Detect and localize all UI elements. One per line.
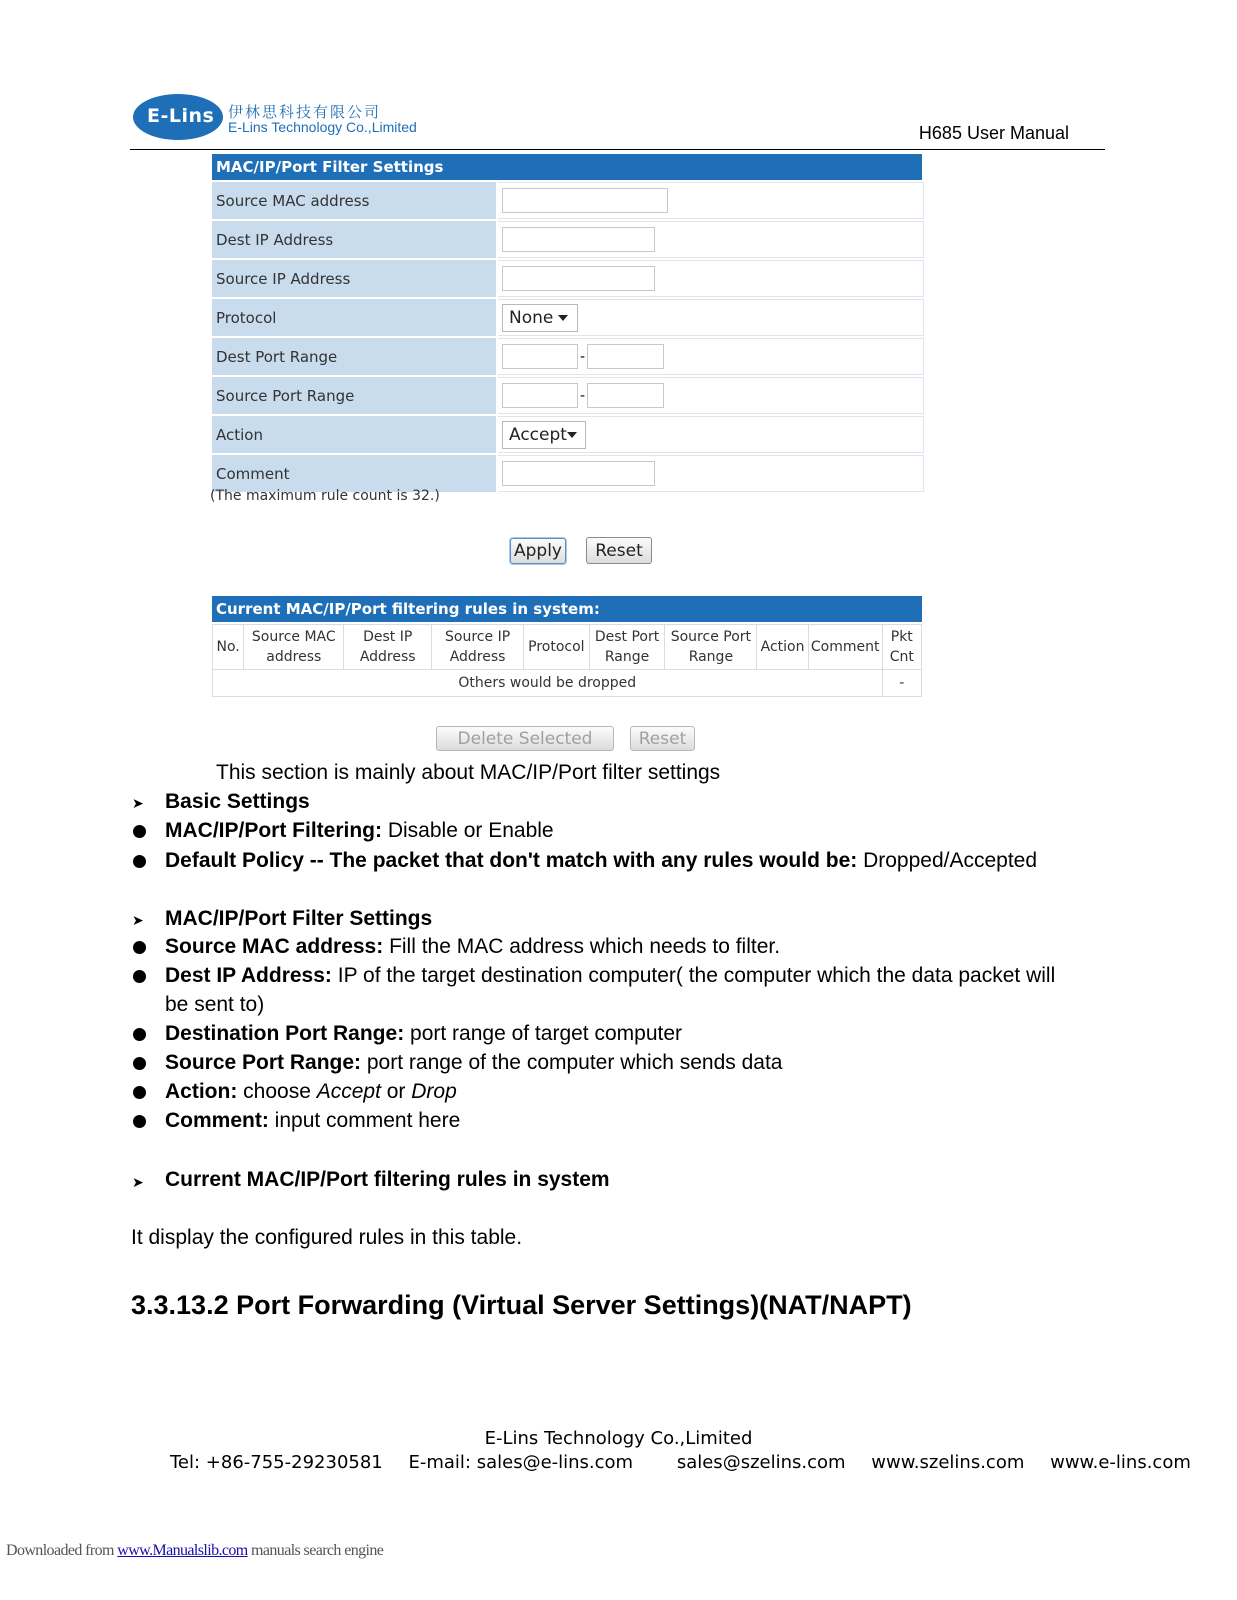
label-source-ip: Source IP Address — [212, 260, 498, 297]
rules-description: It display the configured rules in this table. — [131, 1226, 523, 1249]
header-divider — [130, 149, 1105, 150]
company-name-en: E-Lins Technology Co.,Limited — [228, 119, 417, 135]
source-mac-input[interactable] — [502, 188, 668, 213]
action-value: Accept — [509, 424, 567, 445]
list-item: MAC/IP/Port Filtering: Disable or Enable — [165, 819, 554, 842]
company-name-cn: 伊林思科技有限公司 — [228, 103, 382, 121]
row-source-ip — [212, 260, 924, 297]
elins-logo — [133, 94, 223, 140]
col-comment: Comment — [808, 625, 882, 670]
footer-tel: Tel: +86-755-29230581 — [170, 1452, 383, 1473]
label-source-mac: Source MAC address — [212, 182, 498, 219]
footer-web1: www.szelins.com — [871, 1452, 1025, 1473]
bullet-icon — [133, 1086, 146, 1099]
rules-header-row — [213, 625, 922, 670]
dest-port-start-input[interactable] — [502, 344, 578, 369]
row-comment — [212, 455, 924, 492]
arrow-bullet-icon: ➤ — [132, 1174, 144, 1190]
col-pkt-cnt: Pkt Cnt — [882, 625, 921, 670]
label-dest-ip: Dest IP Address — [212, 221, 498, 258]
footer-email: E-mail: sales@e-lins.com — [408, 1452, 634, 1473]
filter-settings-form — [212, 182, 924, 494]
bullet-icon — [133, 941, 146, 954]
apply-button[interactable]: Apply — [510, 538, 566, 564]
footer-web2: www.e-lins.com — [1050, 1452, 1191, 1473]
bullet-icon — [133, 1115, 146, 1128]
col-dest-port: Dest Port Range — [589, 625, 665, 670]
footer-company: E-Lins Technology Co.,Limited — [484, 1428, 753, 1449]
section-heading: 3.3.13.2 Port Forwarding (Virtual Server Settings)(NAT/NAPT) — [131, 1290, 912, 1320]
dest-ip-input[interactable] — [502, 227, 655, 252]
row-dest-ip — [212, 221, 924, 258]
list-item: Source MAC address: Fill the MAC address which needs to filter. — [165, 935, 781, 958]
default-policy-cell: Others would be dropped — [213, 670, 883, 697]
rules-table-title: Current MAC/IP/Port filtering rules in system: — [212, 596, 922, 622]
range-dash: - — [580, 348, 586, 365]
bullet-icon — [133, 825, 146, 838]
range-dash: - — [580, 387, 586, 404]
row-dest-port — [212, 338, 924, 375]
label-action: Action — [212, 416, 498, 453]
col-source-ip: Source IP Address — [432, 625, 524, 670]
default-pkt-cnt: - — [882, 670, 921, 697]
source-ip-input[interactable] — [502, 266, 655, 291]
label-source-port: Source Port Range — [212, 377, 498, 414]
rules-reset-button[interactable]: Reset — [630, 726, 695, 751]
label-dest-port: Dest Port Range — [212, 338, 498, 375]
dest-port-end-input[interactable] — [587, 344, 664, 369]
intro-text: This section is mainly about MAC/IP/Port filter settings — [216, 761, 721, 784]
source-port-end-input[interactable] — [587, 383, 664, 408]
basic-settings-heading: Basic Settings — [165, 790, 310, 813]
col-source-port: Source Port Range — [665, 625, 757, 670]
manualslib-link[interactable]: www.Manualslib.com — [117, 1542, 248, 1559]
row-source-mac — [212, 182, 924, 219]
bullet-icon — [133, 1028, 146, 1041]
manual-title: H685 User Manual — [918, 123, 1069, 143]
footer-contacts — [170, 1452, 1211, 1473]
list-item: Action: choose Accept or Drop — [165, 1080, 457, 1103]
table-row — [213, 670, 922, 697]
label-comment: Comment — [212, 455, 498, 492]
list-item-continuation: be sent to) — [165, 993, 265, 1016]
protocol-value: None — [509, 307, 554, 328]
col-action: Action — [757, 625, 809, 670]
label-protocol: Protocol — [212, 299, 498, 336]
filter-settings-title: MAC/IP/Port Filter Settings — [212, 154, 922, 180]
delete-selected-button[interactable]: Delete Selected — [436, 726, 614, 751]
download-notice: Downloaded from www.Manualslib.com manuals search engine — [6, 1542, 384, 1559]
list-item: Source Port Range: port range of the computer which sends data — [165, 1051, 783, 1074]
row-source-port — [212, 377, 924, 414]
filter-settings-heading: MAC/IP/Port Filter Settings — [165, 907, 433, 930]
source-port-start-input[interactable] — [502, 383, 578, 408]
bullet-icon — [133, 1057, 146, 1070]
logo-text: E-Lins — [147, 105, 215, 127]
rules-heading: Current MAC/IP/Port filtering rules in system — [165, 1168, 610, 1191]
chevron-down-icon — [558, 315, 568, 321]
arrow-bullet-icon: ➤ — [132, 912, 144, 928]
chevron-down-icon — [567, 432, 577, 438]
col-dest-ip: Dest IP Address — [344, 625, 432, 670]
protocol-select[interactable] — [502, 304, 578, 332]
action-select[interactable] — [502, 421, 586, 449]
bullet-icon — [133, 970, 146, 983]
list-item: Dest IP Address: IP of the target destination computer( the computer which the data packet will — [165, 964, 1056, 987]
row-action — [212, 416, 924, 453]
list-item: Destination Port Range: port range of target computer — [165, 1022, 683, 1045]
col-protocol: Protocol — [524, 625, 590, 670]
col-no: No. — [213, 625, 244, 670]
comment-input[interactable] — [502, 461, 655, 486]
col-source-mac: Source MAC address — [244, 625, 344, 670]
row-protocol — [212, 299, 924, 336]
list-item: Default Policy -- The packet that don't match with any rules would be: Dropped/Accepted — [165, 849, 1038, 872]
arrow-bullet-icon: ➤ — [132, 795, 144, 811]
list-item: Comment: input comment here — [165, 1109, 461, 1132]
bullet-icon — [133, 855, 146, 868]
max-rule-note: (The maximum rule count is 32.) — [210, 488, 440, 504]
rules-table — [212, 624, 922, 697]
reset-button[interactable]: Reset — [586, 537, 652, 564]
footer-email2: sales@szelins.com — [676, 1452, 846, 1473]
